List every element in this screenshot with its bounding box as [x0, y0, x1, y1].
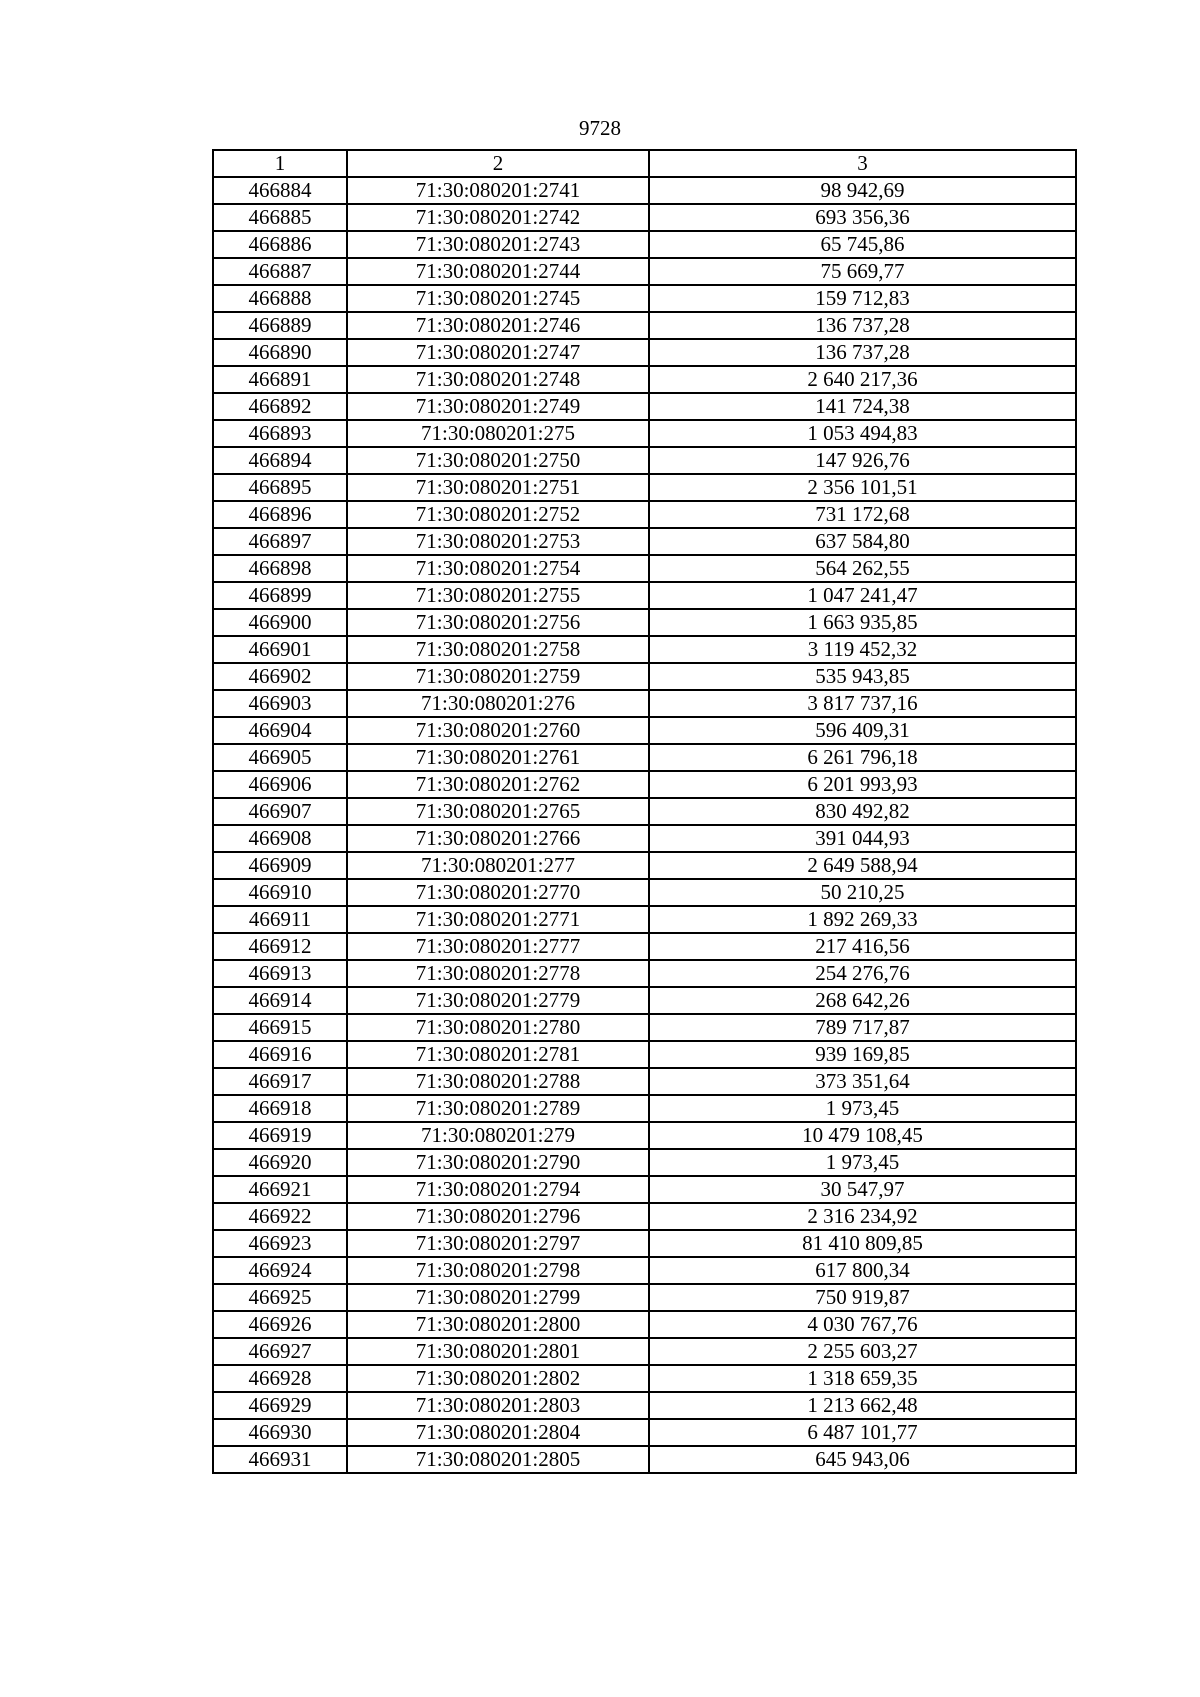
- cadastral-number-cell: 71:30:080201:2805: [347, 1446, 649, 1473]
- cadastral-number-cell: 71:30:080201:2745: [347, 285, 649, 312]
- row-number-cell: 466922: [213, 1203, 347, 1230]
- row-number-cell: 466887: [213, 258, 347, 285]
- value-cell: 3 817 737,16: [649, 690, 1076, 717]
- table-row: [213, 636, 1076, 663]
- table-row: [213, 852, 1076, 879]
- row-number-cell: 466896: [213, 501, 347, 528]
- table-row: [213, 933, 1076, 960]
- row-number-cell: 466890: [213, 339, 347, 366]
- value-cell: 147 926,76: [649, 447, 1076, 474]
- value-cell: 81 410 809,85: [649, 1230, 1076, 1257]
- table-row: [213, 609, 1076, 636]
- value-cell: 750 919,87: [649, 1284, 1076, 1311]
- table-row: [213, 366, 1076, 393]
- cadastral-number-cell: 71:30:080201:2789: [347, 1095, 649, 1122]
- table-header-row: [213, 150, 1076, 177]
- value-cell: 596 409,31: [649, 717, 1076, 744]
- column-header-3: 3: [649, 150, 1076, 177]
- cadastral-number-cell: 71:30:080201:2751: [347, 474, 649, 501]
- cadastral-number-cell: 71:30:080201:2742: [347, 204, 649, 231]
- table-row: [213, 393, 1076, 420]
- row-number-cell: 466884: [213, 177, 347, 204]
- cadastral-number-cell: 71:30:080201:2801: [347, 1338, 649, 1365]
- row-number-cell: 466911: [213, 906, 347, 933]
- value-cell: 1 973,45: [649, 1095, 1076, 1122]
- row-number-cell: 466891: [213, 366, 347, 393]
- value-cell: 391 044,93: [649, 825, 1076, 852]
- cadastral-number-cell: 71:30:080201:2753: [347, 528, 649, 555]
- value-cell: 617 800,34: [649, 1257, 1076, 1284]
- table-row: [213, 1446, 1076, 1473]
- cadastral-number-cell: 71:30:080201:2759: [347, 663, 649, 690]
- row-number-cell: 466909: [213, 852, 347, 879]
- row-number-cell: 466885: [213, 204, 347, 231]
- value-cell: 2 316 234,92: [649, 1203, 1076, 1230]
- row-number-cell: 466910: [213, 879, 347, 906]
- value-cell: 789 717,87: [649, 1014, 1076, 1041]
- row-number-cell: 466912: [213, 933, 347, 960]
- table-row: [213, 1392, 1076, 1419]
- value-cell: 30 547,97: [649, 1176, 1076, 1203]
- cadastral-number-cell: 71:30:080201:2794: [347, 1176, 649, 1203]
- value-cell: 939 169,85: [649, 1041, 1076, 1068]
- cadastral-number-cell: 71:30:080201:2802: [347, 1365, 649, 1392]
- table-row: [213, 420, 1076, 447]
- cadastral-number-cell: 71:30:080201:2770: [347, 879, 649, 906]
- row-number-cell: 466923: [213, 1230, 347, 1257]
- row-number-cell: 466924: [213, 1257, 347, 1284]
- table-row: [213, 474, 1076, 501]
- table-row: [213, 1365, 1076, 1392]
- row-number-cell: 466916: [213, 1041, 347, 1068]
- table-row: [213, 1041, 1076, 1068]
- value-cell: 564 262,55: [649, 555, 1076, 582]
- row-number-cell: 466889: [213, 312, 347, 339]
- table-row: [213, 798, 1076, 825]
- table-row: [213, 312, 1076, 339]
- row-number-cell: 466908: [213, 825, 347, 852]
- cadastral-number-cell: 71:30:080201:275: [347, 420, 649, 447]
- table-row: [213, 582, 1076, 609]
- value-cell: 65 745,86: [649, 231, 1076, 258]
- value-cell: 6 201 993,93: [649, 771, 1076, 798]
- cadastral-number-cell: 71:30:080201:2771: [347, 906, 649, 933]
- cadastral-number-cell: 71:30:080201:2754: [347, 555, 649, 582]
- cadastral-number-cell: 71:30:080201:2797: [347, 1230, 649, 1257]
- table-row: [213, 1257, 1076, 1284]
- cadastral-number-cell: 71:30:080201:2762: [347, 771, 649, 798]
- value-cell: 75 669,77: [649, 258, 1076, 285]
- cadastral-number-cell: 71:30:080201:2804: [347, 1419, 649, 1446]
- cadastral-number-cell: 71:30:080201:2779: [347, 987, 649, 1014]
- cadastral-number-cell: 71:30:080201:2760: [347, 717, 649, 744]
- table-row: [213, 177, 1076, 204]
- table-row: [213, 1122, 1076, 1149]
- value-cell: 1 973,45: [649, 1149, 1076, 1176]
- value-cell: 1 053 494,83: [649, 420, 1076, 447]
- data-table-container: [212, 149, 1075, 1474]
- row-number-cell: 466893: [213, 420, 347, 447]
- row-number-cell: 466928: [213, 1365, 347, 1392]
- value-cell: 141 724,38: [649, 393, 1076, 420]
- cadastral-number-cell: 71:30:080201:2752: [347, 501, 649, 528]
- cadastral-number-cell: 71:30:080201:2755: [347, 582, 649, 609]
- cadastral-number-cell: 71:30:080201:2744: [347, 258, 649, 285]
- row-number-cell: 466900: [213, 609, 347, 636]
- value-cell: 136 737,28: [649, 312, 1076, 339]
- row-number-cell: 466905: [213, 744, 347, 771]
- value-cell: 50 210,25: [649, 879, 1076, 906]
- table-row: [213, 231, 1076, 258]
- row-number-cell: 466921: [213, 1176, 347, 1203]
- row-number-cell: 466925: [213, 1284, 347, 1311]
- table-row: [213, 1176, 1076, 1203]
- table-row: [213, 1230, 1076, 1257]
- row-number-cell: 466920: [213, 1149, 347, 1176]
- row-number-cell: 466931: [213, 1446, 347, 1473]
- value-cell: 136 737,28: [649, 339, 1076, 366]
- row-number-cell: 466899: [213, 582, 347, 609]
- row-number-cell: 466895: [213, 474, 347, 501]
- value-cell: 2 356 101,51: [649, 474, 1076, 501]
- cadastral-number-cell: 71:30:080201:279: [347, 1122, 649, 1149]
- row-number-cell: 466894: [213, 447, 347, 474]
- value-cell: 1 318 659,35: [649, 1365, 1076, 1392]
- cadastral-number-cell: 71:30:080201:2788: [347, 1068, 649, 1095]
- value-cell: 268 642,26: [649, 987, 1076, 1014]
- cadastral-number-cell: 71:30:080201:2778: [347, 960, 649, 987]
- row-number-cell: 466917: [213, 1068, 347, 1095]
- value-cell: 2 255 603,27: [649, 1338, 1076, 1365]
- row-number-cell: 466907: [213, 798, 347, 825]
- value-cell: 645 943,06: [649, 1446, 1076, 1473]
- value-cell: 10 479 108,45: [649, 1122, 1076, 1149]
- value-cell: 217 416,56: [649, 933, 1076, 960]
- cadastral-number-cell: 71:30:080201:2748: [347, 366, 649, 393]
- table-row: [213, 528, 1076, 555]
- cadastral-number-cell: 71:30:080201:2741: [347, 177, 649, 204]
- cadastral-number-cell: 71:30:080201:2798: [347, 1257, 649, 1284]
- table-row: [213, 987, 1076, 1014]
- value-cell: 2 649 588,94: [649, 852, 1076, 879]
- table-row: [213, 744, 1076, 771]
- value-cell: 3 119 452,32: [649, 636, 1076, 663]
- table-row: [213, 960, 1076, 987]
- value-cell: 731 172,68: [649, 501, 1076, 528]
- row-number-cell: 466904: [213, 717, 347, 744]
- cadastral-number-cell: 71:30:080201:2747: [347, 339, 649, 366]
- cadastral-number-cell: 71:30:080201:2750: [347, 447, 649, 474]
- table-row: [213, 825, 1076, 852]
- table-row: [213, 879, 1076, 906]
- table-row: [213, 1419, 1076, 1446]
- value-cell: 6 487 101,77: [649, 1419, 1076, 1446]
- cadastral-number-cell: 71:30:080201:2796: [347, 1203, 649, 1230]
- row-number-cell: 466929: [213, 1392, 347, 1419]
- cadastral-number-cell: 71:30:080201:2756: [347, 609, 649, 636]
- row-number-cell: 466926: [213, 1311, 347, 1338]
- column-header-2: 2: [347, 150, 649, 177]
- cadastral-number-cell: 71:30:080201:2765: [347, 798, 649, 825]
- table-row: [213, 1095, 1076, 1122]
- table-row: [213, 1014, 1076, 1041]
- row-number-cell: 466930: [213, 1419, 347, 1446]
- row-number-cell: 466918: [213, 1095, 347, 1122]
- row-number-cell: 466897: [213, 528, 347, 555]
- table-row: [213, 555, 1076, 582]
- cadastral-number-cell: 71:30:080201:2758: [347, 636, 649, 663]
- table-body: [213, 177, 1076, 1473]
- table-row: [213, 663, 1076, 690]
- cadastral-number-cell: 71:30:080201:277: [347, 852, 649, 879]
- value-cell: 535 943,85: [649, 663, 1076, 690]
- value-cell: 1 663 935,85: [649, 609, 1076, 636]
- page-number: 9728: [579, 116, 621, 140]
- table-row: [213, 1149, 1076, 1176]
- row-number-cell: 466902: [213, 663, 347, 690]
- table-row: [213, 285, 1076, 312]
- cadastral-number-cell: 71:30:080201:2790: [347, 1149, 649, 1176]
- row-number-cell: 466919: [213, 1122, 347, 1149]
- row-number-cell: 466903: [213, 690, 347, 717]
- table-row: [213, 771, 1076, 798]
- table-row: [213, 339, 1076, 366]
- table-row: [213, 1311, 1076, 1338]
- row-number-cell: 466927: [213, 1338, 347, 1365]
- cadastral-number-cell: 71:30:080201:2746: [347, 312, 649, 339]
- value-cell: 1 213 662,48: [649, 1392, 1076, 1419]
- value-cell: 159 712,83: [649, 285, 1076, 312]
- row-number-cell: 466914: [213, 987, 347, 1014]
- cadastral-number-cell: 71:30:080201:276: [347, 690, 649, 717]
- table-row: [213, 906, 1076, 933]
- cadastral-number-cell: 71:30:080201:2800: [347, 1311, 649, 1338]
- table-row: [213, 1203, 1076, 1230]
- table-row: [213, 258, 1076, 285]
- cadastral-number-cell: 71:30:080201:2780: [347, 1014, 649, 1041]
- value-cell: 693 356,36: [649, 204, 1076, 231]
- value-cell: 4 030 767,76: [649, 1311, 1076, 1338]
- cadastral-number-cell: 71:30:080201:2799: [347, 1284, 649, 1311]
- value-cell: 373 351,64: [649, 1068, 1076, 1095]
- row-number-cell: 466915: [213, 1014, 347, 1041]
- table-row: [213, 204, 1076, 231]
- cadastral-number-cell: 71:30:080201:2749: [347, 393, 649, 420]
- table-row: [213, 501, 1076, 528]
- column-header-1: 1: [213, 150, 347, 177]
- cadastral-number-cell: 71:30:080201:2743: [347, 231, 649, 258]
- row-number-cell: 466886: [213, 231, 347, 258]
- data-table: [212, 149, 1077, 1474]
- value-cell: 98 942,69: [649, 177, 1076, 204]
- row-number-cell: 466888: [213, 285, 347, 312]
- row-number-cell: 466898: [213, 555, 347, 582]
- cadastral-number-cell: 71:30:080201:2781: [347, 1041, 649, 1068]
- value-cell: 6 261 796,18: [649, 744, 1076, 771]
- value-cell: 1 892 269,33: [649, 906, 1076, 933]
- cadastral-number-cell: 71:30:080201:2777: [347, 933, 649, 960]
- cadastral-number-cell: 71:30:080201:2803: [347, 1392, 649, 1419]
- table-row: [213, 1284, 1076, 1311]
- table-row: [213, 717, 1076, 744]
- value-cell: 254 276,76: [649, 960, 1076, 987]
- table-row: [213, 690, 1076, 717]
- row-number-cell: 466892: [213, 393, 347, 420]
- row-number-cell: 466913: [213, 960, 347, 987]
- value-cell: 1 047 241,47: [649, 582, 1076, 609]
- value-cell: 637 584,80: [649, 528, 1076, 555]
- cadastral-number-cell: 71:30:080201:2761: [347, 744, 649, 771]
- cadastral-number-cell: 71:30:080201:2766: [347, 825, 649, 852]
- table-row: [213, 1338, 1076, 1365]
- table-row: [213, 1068, 1076, 1095]
- row-number-cell: 466906: [213, 771, 347, 798]
- row-number-cell: 466901: [213, 636, 347, 663]
- value-cell: 830 492,82: [649, 798, 1076, 825]
- table-row: [213, 447, 1076, 474]
- value-cell: 2 640 217,36: [649, 366, 1076, 393]
